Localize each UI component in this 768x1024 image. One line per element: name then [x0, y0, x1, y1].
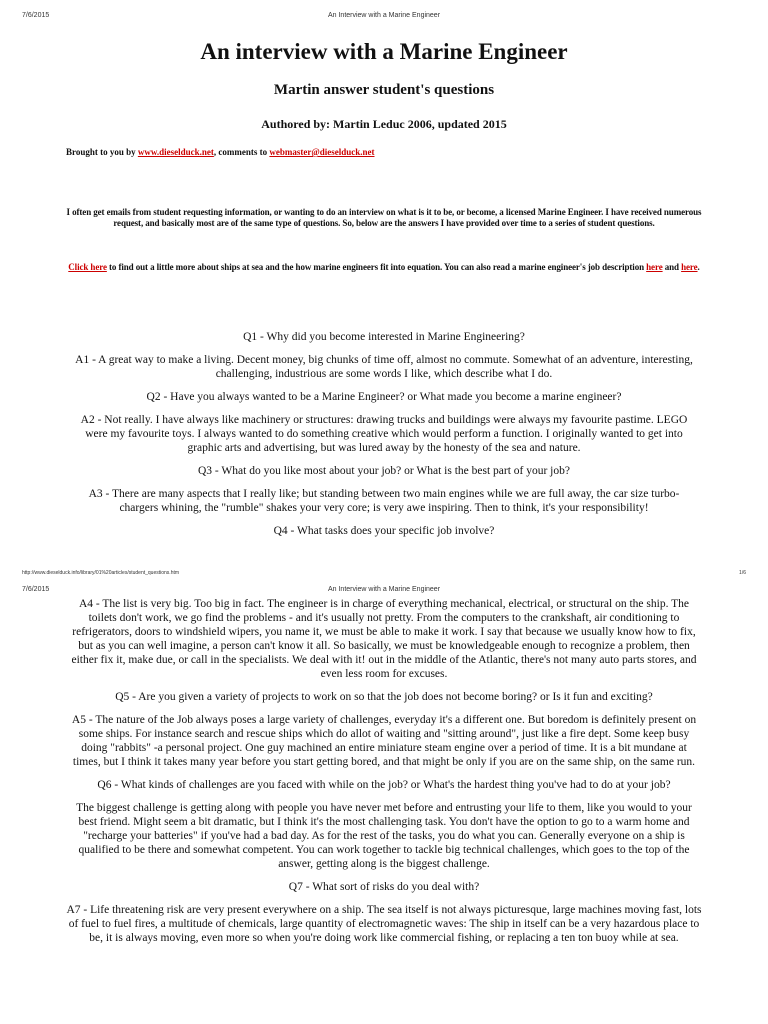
brought-middle: , comments to: [213, 147, 270, 157]
webmaster-email-link[interactable]: webmaster@dieselduck.net: [269, 147, 375, 157]
print-date: 7/6/2015: [22, 12, 50, 19]
question-2: Q2 - Have you always wanted to be a Marine Engineer? or What made you become a marine engineer?: [146, 391, 622, 403]
click-here-link[interactable]: Click here: [68, 262, 107, 272]
brought-to-you-line: [66, 147, 375, 157]
question-5: Q5 - Are you given a variety of projects to work on so that the job does not become boring? or Is it fun and exciting?: [115, 691, 653, 703]
print-footer: [0, 570, 768, 580]
answer-1: A1 - A great way to make a living. Decent money, big chunks of time off, almost no commute. Somewhat of an adventure, interesting, challenging, industrious are some words I like, which describe what I do.: [75, 354, 693, 380]
qa-section-page1: [70, 330, 698, 538]
question-4: Q4 - What tasks does your specific job involve?: [273, 525, 495, 537]
print-page-number: 1/6: [739, 570, 746, 576]
period-text: .: [697, 262, 700, 272]
question-6: Q6 - What kinds of challenges are you faced with while on the job? or What's the hardest thing you've had to do at your job?: [97, 779, 671, 791]
question-3: Q3 - What do you like most about your job? or What is the best part of your job?: [198, 465, 570, 477]
answer-4: A4 - The list is very big. Too big in fact. The engineer is in charge of everything mechanical, electrical, or structural on the ship. The toilets don't work, we go find the problems - and it's usually not pretty. From the computers to the crankshaft, air conditioning to refrigerators, doors to windshield wipers, you name it, we must be able to make it work. I say that because we usually know how to fix, but as you can well imagine, a person can't know it all. So basically, we must be knowledgeable enough to recognize a problem, then either fix it, make due, or call in the specialists. We deal with it! out in the middle of the Atlantic, there's not many auto parts stores, and even less room for excuses.: [71, 598, 697, 680]
answer-2: A2 - Not really. I have always like machinery or structures: drawing trucks and buildings were always my favourite pastime. LEGO were my favourite toys. I always wanted to do something creative which would perform a function. I originally wanted to get into graphic arts and advertising, but was lured away by the honesty of the sea and nature.: [80, 414, 688, 454]
pdf-page-2: [0, 582, 768, 1024]
print-url: http://www.dieselduck.info/library/01%20articles/student_questions.htm: [22, 570, 180, 576]
article-byline: Authored by: Martin Leduc 2006, updated 2015: [261, 117, 507, 131]
article-subtitle: Martin answer student's questions: [273, 82, 495, 98]
here-link-1[interactable]: here: [646, 262, 663, 272]
click-here-text: to find out a little more about ships at sea and the how marine engineers fit into equation. You can also read a marine engineer's job description: [106, 262, 647, 272]
question-1: Q1 - Why did you become interested in Marine Engineering?: [243, 331, 525, 343]
click-here-paragraph: [62, 262, 706, 273]
print-title: An Interview with a Marine Engineer: [327, 12, 441, 19]
print-date-2: 7/6/2015: [22, 586, 50, 593]
question-7: Q7 - What sort of risks do you deal with?: [288, 881, 480, 893]
here-link-2[interactable]: here: [681, 262, 698, 272]
dieselduck-link[interactable]: www.dieselduck.net: [137, 147, 214, 157]
print-title-2: An Interview with a Marine Engineer: [327, 586, 441, 593]
qa-section-page2: [66, 597, 702, 945]
answer-3: A3 - There are many aspects that I really like; but standing between two main engines while we are full away, the car size turbo-chargers whining, the "rumble" shakes your very core; is very awe inspiring. Then to think, it's your responsibility!: [88, 488, 680, 514]
answer-6: The biggest challenge is getting along with people you have never met before and entrusting your life to them, like you would to your best friend. Might seem a bit dramatic, but I think it's the most challenging task. You don't have the option to go to a warm home and "recharge your batteries" if you've had a bad day. As for the rest of the tasks, you do what you can. Generally everyone on a ship is qualified to be there and somewhat competent. You can work together to tackle big technical challenges, which goes to the top of the answer, getting along is the biggest challenge.: [76, 802, 692, 870]
answer-7: A7 - Life threatening risk are very present everywhere on a ship. The sea itself is not always picturesque, large machines moving fast, lots of fuel to fuel fires, a multitude of chemicals, large quantity of electromagnetic waves: The ship in itself can be a very hazardous place to be, it is always moving, even more so when you're doing work like commercial fishing, or replacing a ten ton buoy while at sea.: [66, 904, 702, 944]
answer-5: A5 - The nature of the Job always poses a large variety of challenges, everyday it's a different one. But boredom is definitely present on some ships. For instance search and rescue ships which do allot of waiting and "sitting around", just like a fire dept. Some keep busy doing "rabbits" -a personal project. One guy machined an entire miniature steam engine over a period of time. It is a bit mundane at times, but I think it takes many year before you start getting bored, and that might be only if you are on the same ship, on the same run.: [71, 714, 697, 768]
brought-prefix: Brought to you by: [66, 147, 138, 157]
article-title: An interview with a Marine Engineer: [200, 39, 568, 64]
article-heading: [64, 38, 704, 132]
and-text: and: [662, 262, 682, 272]
print-header: [0, 12, 768, 24]
intro-paragraph: I often get emails from student requesting information, or wanting to do an interview on what is it to be, or become, a licensed Marine Engineer. I have received numerous request, and basically most are of the same type of questions. So, below are the answers I have provided over time to a series of student questions.: [66, 207, 702, 228]
